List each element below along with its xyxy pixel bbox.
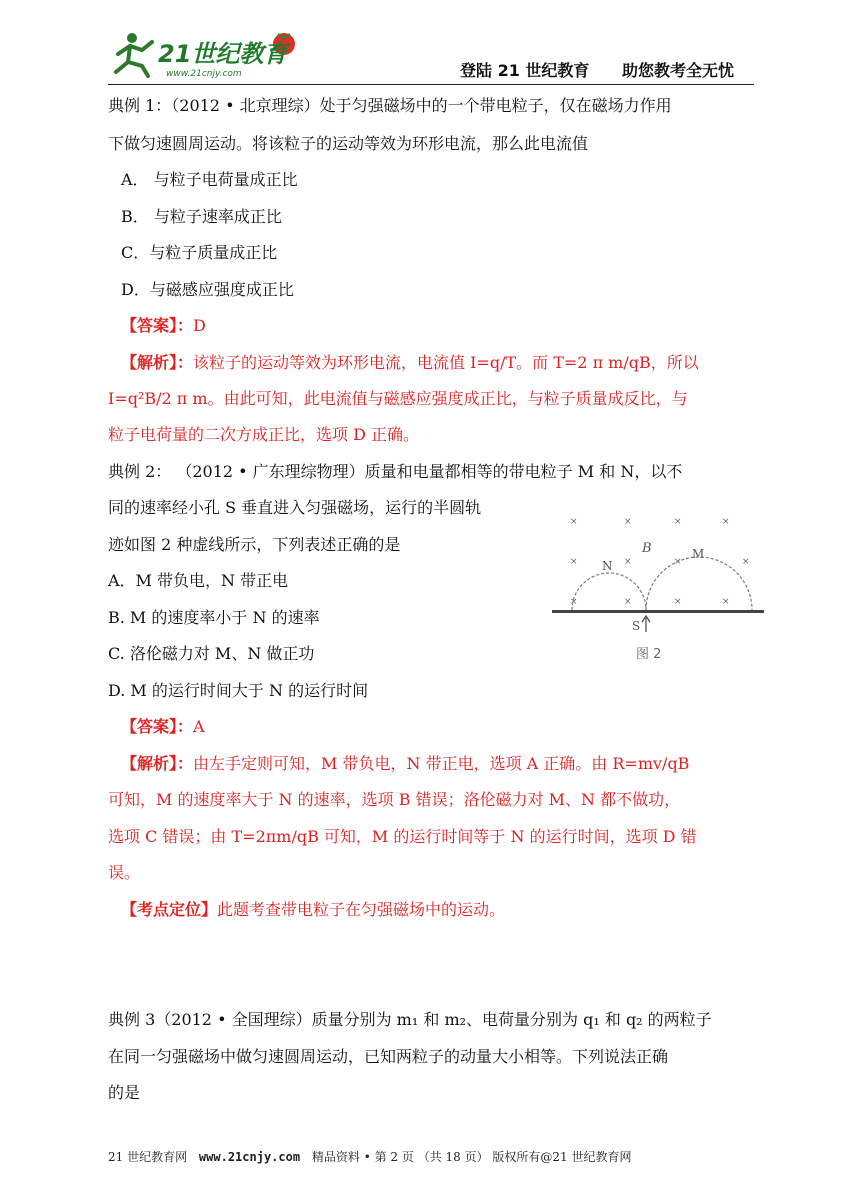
example1-question-line-1: 典例 1：（2012 • 北京理综）处于匀强磁场中的一个带电粒子，仅在磁场力作用 <box>108 96 672 115</box>
example1-option-b: B． 与粒子速率成正比 <box>121 207 282 226</box>
analysis-label: 【解析】： <box>121 353 194 372</box>
entry-arrow <box>642 616 650 632</box>
header-divider <box>108 84 754 85</box>
example2-option-d: D. M 的运行时间大于 N 的运行时间 <box>108 681 369 700</box>
example2-analysis-line-2: 可知，M 的速度率大于 N 的速率，选项 B 错误；洛伦磁力对 M、N 都不做功， <box>108 790 681 809</box>
example3-question-line-1: 典例 3（2012 • 全国理综）质量分别为 m₁ 和 m₂、电荷量分别为 q₁ 和 q₂ 的两粒子 <box>108 1010 712 1029</box>
label-M: M <box>692 547 705 561</box>
example1-answer <box>121 316 206 336</box>
boundary-line <box>552 610 764 613</box>
answer-value: D <box>193 316 206 335</box>
example2-question-line-1: 典例 2： （2012 • 广东理综物理）质量和电量都相等的带电粒子 M 和 N，以不 <box>108 462 683 481</box>
example2-option-c: C. 洛伦磁力对 M、N 做正功 <box>108 644 315 663</box>
svg-text:×: × <box>722 597 730 607</box>
example1-analysis-line-3: 粒子电荷量的二次方成正比，选项 D 正确。 <box>108 425 420 444</box>
answer-label: 【答案】： <box>121 717 194 736</box>
example2-analysis-line-1 <box>121 754 689 774</box>
label-S: S <box>632 619 641 633</box>
svg-text:×: × <box>674 517 682 527</box>
svg-text:×: × <box>624 557 632 567</box>
magnetic-field-figure <box>552 506 764 690</box>
header-slogan-right: 助您教考全无忧 <box>622 61 735 80</box>
trajectory-M <box>646 557 752 610</box>
logo <box>108 28 308 80</box>
logo-text: 21世纪教育 <box>158 40 288 68</box>
example2-answer <box>121 717 205 737</box>
example2-question-line-3: 迹如图 2 种虚线所示，下列表述正确的是 <box>108 535 401 554</box>
example1-question-line-2: 下做匀速圆周运动。将该粒子的运动等效为环形电流，那么此电流值 <box>108 134 589 153</box>
svg-text:×: × <box>674 557 682 567</box>
header-slogan-left: 登陆 21 世纪教育 <box>460 61 590 80</box>
label-B: B <box>642 541 652 556</box>
kaodian-label: 【考点定位】 <box>121 900 218 919</box>
footer-page-info: 精品资料 • 第 2 页 （共 18 页） 版权所有@21 世纪教育网 <box>311 1150 632 1164</box>
example3-question-line-2: 在同一匀强磁场中做匀速圆周运动，已知两粒子的动量大小相等。下列说法正确 <box>108 1047 669 1066</box>
footer-site: 21 世纪教育网 <box>108 1150 188 1164</box>
example1-option-c: C．与粒子质量成正比 <box>121 243 278 262</box>
svg-text:×: × <box>722 517 730 527</box>
svg-text:×: × <box>570 597 578 607</box>
page-footer <box>108 1148 754 1165</box>
svg-text:×: × <box>624 517 632 527</box>
example1-analysis-line-2: I=q²B/2 π m。由此可知，此电流值与磁感应强度成正比，与粒子质量成反比，与 <box>108 389 688 408</box>
svg-text:×: × <box>570 517 578 527</box>
analysis-text: 由左手定则可知，M 带负电，N 带正电，选项 A 正确。由 R=mv/qB <box>193 754 690 773</box>
answer-value: A <box>193 717 205 736</box>
figure-caption: 图 2 <box>636 647 662 662</box>
analysis-label: 【解析】： <box>121 754 194 773</box>
svg-text:×: × <box>570 557 578 567</box>
svg-text:×: × <box>674 597 682 607</box>
example2-question-line-2: 同的速率经小孔 S 垂直进入匀强磁场，运行的半圆轨 <box>108 498 482 517</box>
example2-analysis-line-4: 误。 <box>108 863 141 882</box>
svg-text:×: × <box>624 597 632 607</box>
analysis-text: 该粒子的运动等效为环形电流，电流值 I=q/T。而 T=2 π m/qB，所以 <box>193 353 699 372</box>
example1-analysis-line-1 <box>121 353 699 373</box>
example1-option-d: D．与磁感应强度成正比 <box>121 280 294 299</box>
page-header <box>108 28 752 84</box>
example2-option-b: B. M 的速度率小于 N 的速率 <box>108 608 320 627</box>
example2-kaodian <box>121 900 505 920</box>
label-N: N <box>602 559 613 573</box>
svg-text:×: × <box>742 557 750 567</box>
trajectory-N <box>572 573 646 610</box>
example1-option-a: A． 与粒子电荷量成正比 <box>121 170 298 189</box>
example2-analysis-line-3: 选项 C 错误；由 T=2πm/qB 可知，M 的运行时间等于 N 的运行时间，选项 D 错 <box>108 827 697 846</box>
logo-url: www.21cnjy.com <box>166 69 242 79</box>
footer-url[interactable]: www.21cnjy.com <box>198 1150 301 1164</box>
answer-label: 【答案】： <box>121 316 194 335</box>
example2-option-a: A．M 带负电，N 带正电 <box>108 571 289 590</box>
kaodian-text: 此题考查带电粒子在匀强磁场中的运动。 <box>217 900 506 919</box>
example3-question-line-3: 的是 <box>108 1083 141 1102</box>
